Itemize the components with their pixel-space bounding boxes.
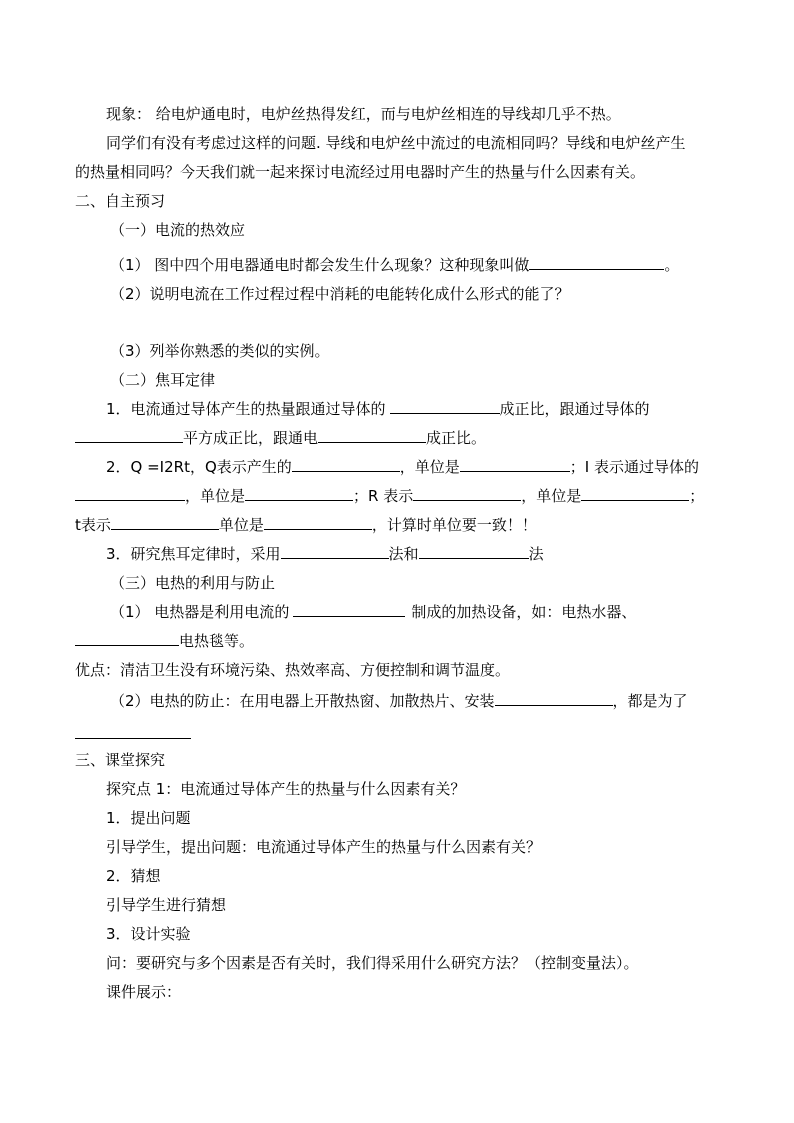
answer-blank[interactable] — [264, 515, 372, 530]
answer-blank[interactable] — [390, 399, 500, 414]
item-2-text-b: ，单位是 — [399, 458, 460, 476]
paragraph-question-1: 同学们有没有考虑过这样的问题. 导线和电炉丝中流过的电流相同吗？导线和电炉丝产生 — [106, 134, 686, 152]
item-prevention — [110, 691, 688, 711]
item-2-text-c: ；I 表示通过导体的 — [569, 458, 699, 476]
item-3-text-a: 3．研究焦耳定律时，采用 — [106, 545, 281, 563]
item-3-text-b: 法和 — [388, 545, 419, 563]
subsection-use-and-prevention: （三）电热的利用与防止 — [110, 574, 276, 592]
guide-hypothesis: 引导学生进行猜想 — [106, 896, 227, 914]
answer-blank[interactable] — [460, 457, 570, 472]
advantages: 优点：清洁卫生没有环境污染、热效率高、方便控制和调节温度。 — [75, 661, 511, 679]
section-heading-preview: 二、自主预习 — [75, 192, 166, 210]
question-1-end: 。 — [664, 256, 680, 274]
item-1-text-a: 1．电流通过导体产生的热量跟通过导体的 — [106, 400, 386, 418]
step-design-experiment: 3．设计实验 — [106, 925, 191, 943]
answer-blank[interactable] — [111, 515, 219, 530]
answer-blank[interactable] — [293, 602, 405, 617]
item-1-text-c: 平方成正比，跟通电 — [183, 429, 319, 447]
item-1-text-b: 成正比，跟通过导体的 — [499, 400, 650, 418]
item-2-line-2 — [75, 486, 704, 506]
item-2-text-h: t表示 — [75, 516, 111, 534]
item-2-text-e: ；R 表示 — [353, 487, 414, 505]
item-1-text-d: 成正比。 — [426, 429, 487, 447]
item-1-line-2 — [75, 428, 486, 448]
subsection-heating-effect: （一）电流的热效应 — [110, 221, 246, 239]
item-2-line-1 — [106, 457, 699, 477]
guide-question: 引导学生，提出问题：电流通过导体产生的热量与什么因素有关？ — [106, 838, 542, 856]
item-3-text-c: 法 — [528, 545, 544, 563]
answer-blank[interactable] — [281, 544, 389, 559]
item-heater-line-1 — [110, 602, 636, 622]
step-hypothesis: 2．猜想 — [106, 867, 161, 885]
subsection-joule-law: （二）焦耳定律 — [110, 371, 216, 389]
section-heading-inquiry: 三、课堂探究 — [75, 751, 166, 769]
answer-blank[interactable] — [75, 631, 179, 646]
item-heater-text-b: 制成的加热设备，如：电热水器、 — [411, 603, 637, 621]
answer-blank[interactable] — [529, 255, 664, 270]
question-method: 问：要研究与多个因素是否有关时，我们得采用什么研究方法？（控制变量法）。 — [106, 954, 639, 972]
paragraph-question-2: 的热量相同吗？今天我们就一起来探讨电流经过用电器时产生的热量与什么因素有关。 — [75, 163, 646, 181]
answer-blank[interactable] — [318, 428, 426, 443]
answer-blank[interactable] — [292, 457, 400, 472]
item-2-text-f: ，单位是 — [521, 487, 582, 505]
question-1 — [110, 255, 679, 275]
question-2: （2）说明电流在工作过程过程中消耗的电能转化成什么形式的能了？ — [110, 285, 570, 303]
answer-blank[interactable] — [413, 486, 521, 501]
answer-blank[interactable] — [75, 428, 183, 443]
item-heater-text-c: 电热毯等。 — [179, 632, 255, 650]
item-heater-line-2 — [75, 631, 254, 651]
paragraph-phenomenon: 现象： 给电炉通电时，电炉丝热得发红，而与电炉丝相连的导线却几乎不热。 — [106, 105, 621, 123]
question-1-text: （1） 图中四个用电器通电时都会发生什么现象？这种现象叫做 — [110, 256, 530, 274]
item-prevention-text-a: （2）电热的防止：在用电器上开散热窗、加散热片、安装 — [110, 692, 495, 710]
answer-blank[interactable] — [419, 544, 529, 559]
item-2-text-d: ，单位是 — [185, 487, 246, 505]
item-2-text-i: 单位是 — [218, 516, 264, 534]
answer-blank[interactable] — [581, 486, 689, 501]
answer-blank[interactable] — [245, 486, 353, 501]
item-2-text-a: 2．Q =I2Rt，Q表示产生的 — [106, 458, 292, 476]
answer-blank[interactable] — [75, 738, 191, 739]
inquiry-point-1: 探究点 1：电流通过导体产生的热量与什么因素有关？ — [106, 780, 466, 798]
item-2-text-j: ，计算时单位要一致！！ — [371, 516, 537, 534]
item-2-line-3 — [75, 515, 537, 535]
answer-blank[interactable] — [75, 486, 185, 501]
item-1-line-1 — [106, 399, 650, 419]
item-heater-text-a: （1） 电热器是利用电流的 — [110, 603, 290, 621]
step-ask-question: 1．提出问题 — [106, 809, 191, 827]
item-prevention-text-b: ，都是为了 — [612, 692, 688, 710]
question-3: （3）列举你熟悉的类似的实例。 — [110, 342, 330, 360]
item-2-text-g: ； — [689, 487, 705, 505]
answer-blank[interactable] — [495, 691, 613, 706]
courseware-display: 课件展示： — [106, 983, 182, 1001]
item-3 — [106, 544, 544, 564]
